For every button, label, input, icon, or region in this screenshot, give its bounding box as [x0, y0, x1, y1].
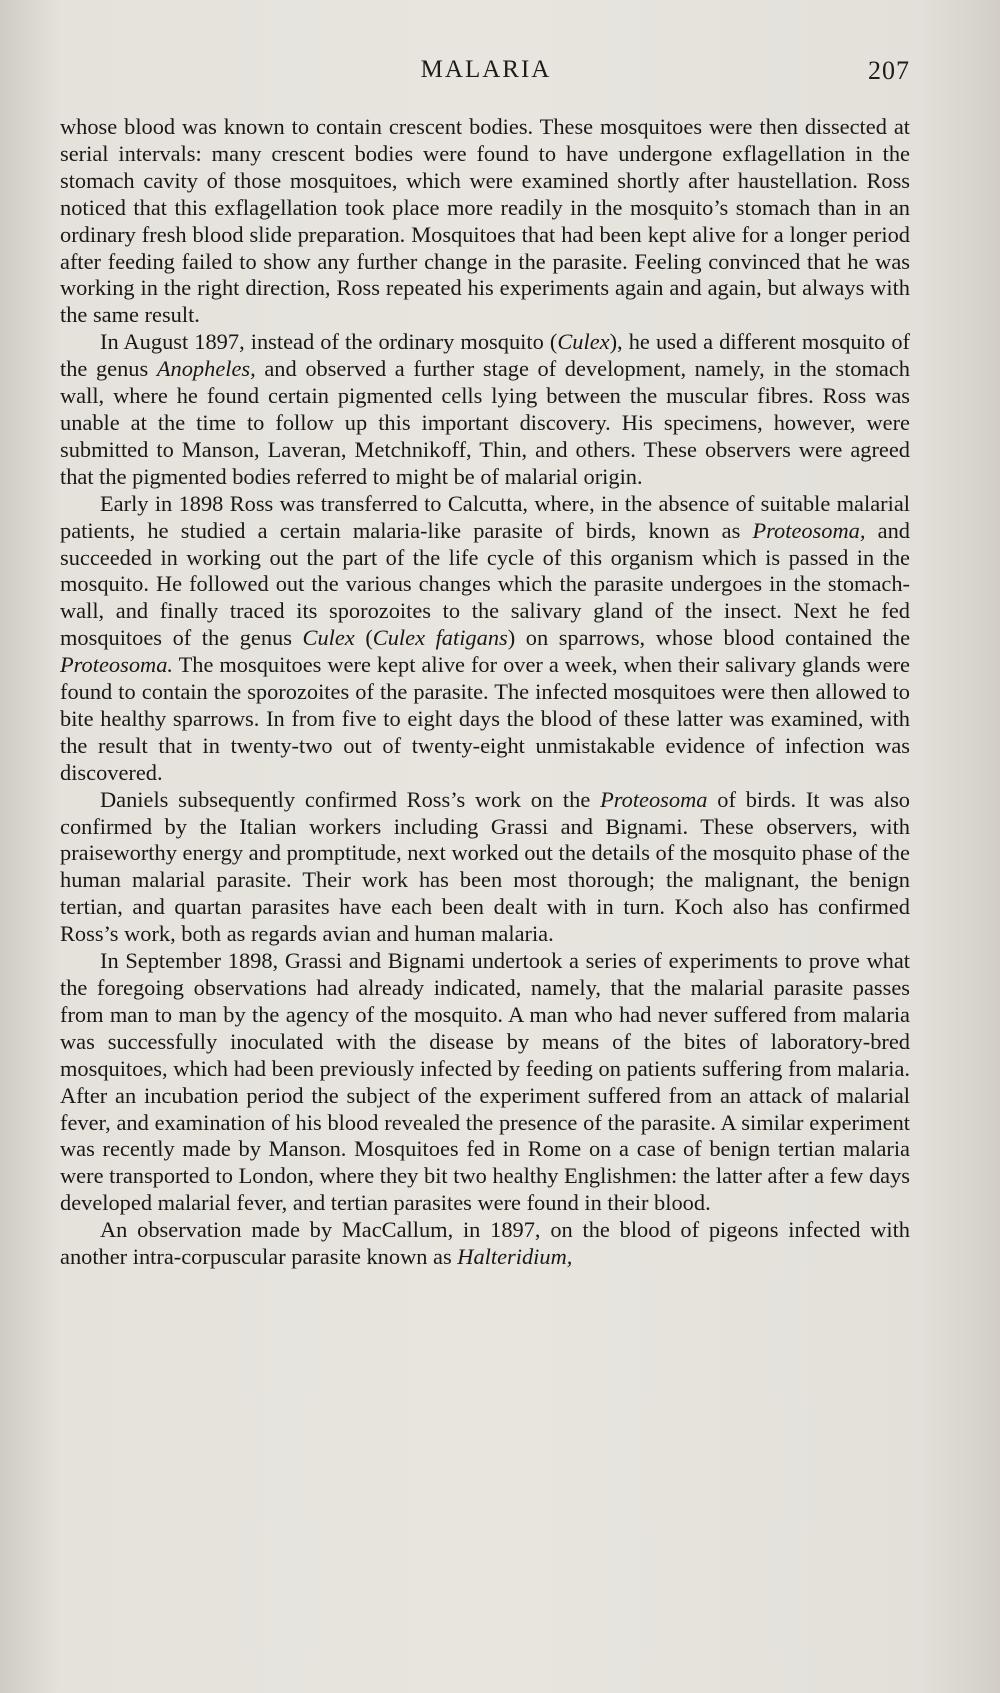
- italic-term: Culex: [557, 329, 610, 355]
- page-header: [62, 56, 910, 96]
- paragraph-1: [60, 114, 910, 329]
- text-segment: ), he used a different mosquito of the genus: [60, 329, 910, 382]
- text-segment: and succeeded in working out the part of the life cycle of this organism which is passed in the mosquito. He followed out the various changes which the parasite undergoes in the stomach-wall, and finally traced its sporozoites to the salivary gland of the insect. Next he fed mosquitoes of the genus: [60, 517, 910, 651]
- text-segment: In September 1898, Grassi and Bignami undertook a series of experiments to prove what the foregoing observations had already indicated, namely, that the malarial parasite passes from man to man by the agency of the mosquito. A man who had never suffered from malaria was successfully inoculated with the disease by means of the bites of laboratory-bred mosquitoes, which had been previously infected by feeding on patients suffering from malaria. After an incubation period the subject of the experiment suffered from an attack of malarial fever, and examination of his blood revealed the presence of the parasite. A similar experiment was recently made by Manson. Mosquitoes fed in Rome on a case of benign tertian malaria were transported to London, where they bit two healthy Englishmen: the latter after a few days developed malarial fever, and tertian parasites were found in their blood.: [60, 948, 910, 1216]
- page-number: 207: [868, 56, 910, 85]
- text-segment: In August 1897, instead of the ordinary mosquito (: [100, 329, 558, 355]
- body-text: [60, 114, 910, 1271]
- paragraph-5: [60, 948, 910, 1217]
- italic-term: Halteridium,: [457, 1244, 573, 1270]
- text-segment: An observation made by MacCallum, in 1897, on the blood of pigeons infected with another intra-corpuscular parasite known as: [60, 1217, 910, 1270]
- running-head: MALARIA: [420, 56, 552, 83]
- text-segment: Early in 1898 Ross was transferred to Calcutta, where, in the absence of suitable malarial patients, he studied a certain malaria-like parasite of birds, known as: [60, 490, 910, 543]
- text-segment: and observed a further stage of development, namely, in the stomach wall, where he found certain pigmented cells lying between the muscular fibres. Ross was unable at the time to follow up this important discovery. His specimens, however, were submitted to Manson, Laveran, Metchnikoff, Thin, and others. These observers were agreed that the pigmented bodies referred to might be of malarial origin.: [60, 356, 910, 489]
- italic-term: Anopheles,: [156, 356, 256, 382]
- text-segment: The mosquitoes were kept alive for over a week, when their salivary glands were found to contain the sporozoites of the parasite. The infected mosquitoes were then allowed to bite healthy sparrows. In from five to eight days the blood of these latter was examined, with the result that in twenty-two out of twenty-eight unmistakable evidence of infection was discovered.: [60, 652, 910, 785]
- text-segment: whose blood was known to contain crescent bodies. These mosquitoes were then dissected at serial intervals: many crescent bodies were found to have undergone exflagellation in the stomach cavity of those mosquitoes, which were examined shortly after haustellation. Ross noticed that this exflagellation took place more readily in the mosquito’s stomach than in an ordinary fresh blood slide preparation. Mosquitoes that had been kept alive for a longer period after feeding failed to show any further change in the parasite. Feeling convinced that he was working in the right direction, Ross repeated his experiments again and again, but always with the same result.: [60, 114, 910, 328]
- text-segment: (: [354, 625, 373, 651]
- text-segment: Daniels subsequently confirmed Ross’s work on the: [100, 786, 601, 812]
- italic-term: Proteosoma: [600, 786, 708, 812]
- text-segment: ) on sparrows, whose blood contained the: [507, 625, 911, 651]
- paragraph-6: [60, 1217, 910, 1271]
- italic-term: Culex: [302, 625, 355, 651]
- italic-term: Proteosoma.: [60, 652, 173, 678]
- paragraph-4: [60, 787, 910, 948]
- paragraph-3: [60, 491, 910, 787]
- italic-term: Proteosoma,: [752, 517, 866, 543]
- italic-term: Culex fatigans: [372, 625, 508, 651]
- text-segment: of birds. It was also confirmed by the Italian workers including Grassi and Bignami. These observers, with praiseworthy energy and promptitude, next worked out the details of the mosquito phase of the human malarial parasite. Their work has been most thorough; the malignant, the benign tertian, and quartan parasites have each been dealt with in turn. Koch also has confirmed Ross’s work, both as regards avian and human malaria.: [60, 786, 910, 947]
- paragraph-2: [60, 329, 910, 490]
